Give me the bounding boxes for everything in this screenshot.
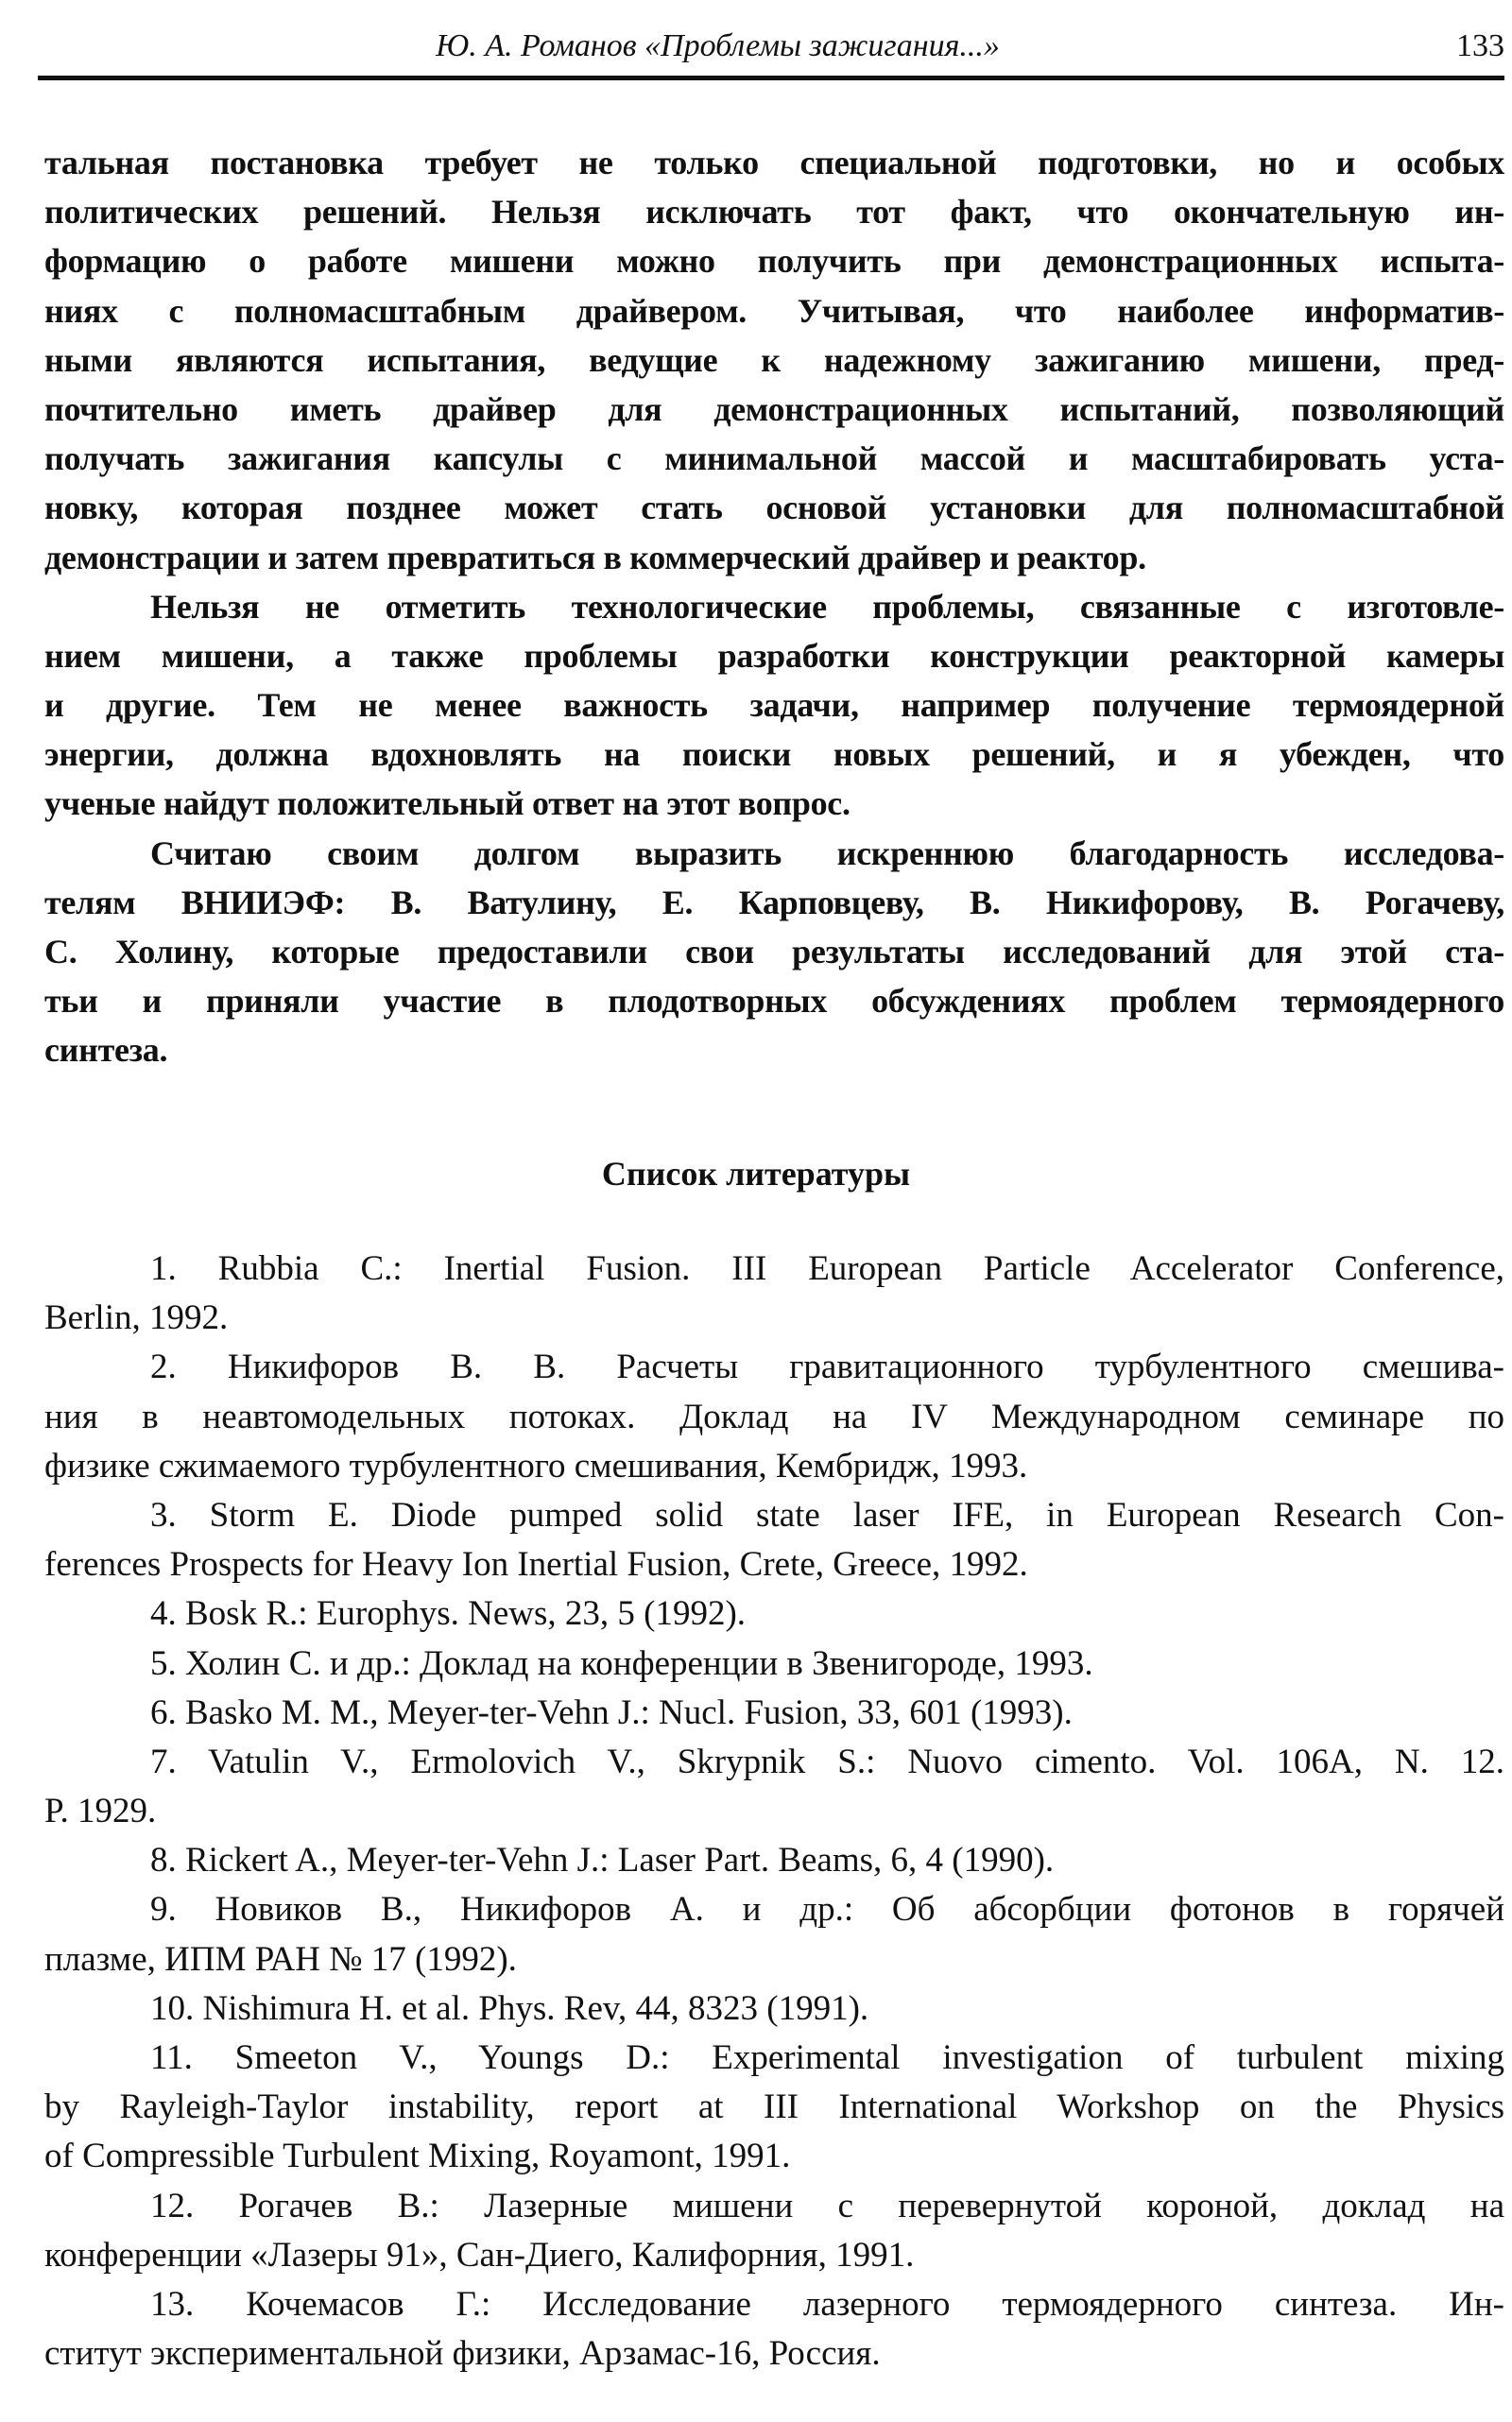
text-line: 3. Storm E. Diode pumped solid state laser IFE, in European Research Con- — [150, 1495, 1504, 1535]
paragraph — [44, 138, 1504, 582]
reference-item — [44, 1245, 1504, 1343]
text-line: P. 1929. — [44, 1792, 157, 1831]
reference-item — [44, 1491, 1504, 1589]
paragraph — [44, 829, 1504, 1075]
text-line: Считаю своим долгом выразить искреннюю благодарность исследова- — [150, 833, 1504, 872]
text-line: ными являются испытания, ведущие к надежному зажиганию мишени, пред- — [44, 340, 1504, 379]
text-line: новку, которая позднее может стать основой установки для полномасштабной — [44, 489, 1504, 527]
body-text — [44, 138, 1504, 1075]
text-line: формацию о работе мишени можно получить при демонстрационных испыта- — [44, 242, 1504, 281]
text-line: синтеза. — [44, 1031, 168, 1070]
text-line: ститут экспериментальной физики, Арзамас-16, Россия. — [44, 2334, 881, 2374]
text-line: 6. Basko M. M., Meyer-ter-Vehn J.: Nucl. Fusion, 33, 601 (1993). — [150, 1692, 1073, 1732]
text-line: 7. Vatulin V., Ermolovich V., Skrypnik S.: Nuovo cimento. Vol. 106A, N. 12. — [150, 1742, 1504, 1781]
text-line: of Compressible Turbulent Mixing, Royamont, 1991. — [44, 2137, 791, 2176]
reference-item — [44, 1885, 1504, 1984]
references-list — [44, 1245, 1504, 2379]
reference-item — [44, 2182, 1504, 2280]
text-line: by Rayleigh-Taylor instability, report at III International Workshop on the Physics — [44, 2087, 1504, 2127]
text-line: 2. Никифоров В. В. Расчеты гравитационного турбулентного смешива- — [150, 1348, 1504, 1387]
text-line: физике сжимаемого турбулентного смешивания, Кембридж, 1993. — [44, 1446, 1028, 1486]
text-line: демонстрации и затем превратиться в коммерческий драйвер и реактор. — [44, 538, 1146, 576]
text-line: Нельзя не отметить технологические проблемы, связанные с изготовле- — [150, 587, 1504, 626]
text-line: 10. Nishimura H. et al. Phys. Rev, 44, 8323 (1991). — [150, 1988, 869, 2028]
text-line: нием мишени, а также проблемы разработки конструкции реакторной камеры — [44, 636, 1504, 675]
reference-item — [44, 1984, 1504, 2034]
header-rule — [38, 76, 1504, 80]
text-line: телям ВНИИЭФ: В. Ватулину, Е. Карповцеву, В. Никифорову, В. Рогачеву, — [44, 883, 1504, 921]
text-line: 1. Rubbia C.: Inertial Fusion. III European Particle Accelerator Conference, — [150, 1249, 1504, 1288]
text-line: политических решений. Нельзя исключать тот факт, что окончательную ин- — [44, 193, 1504, 232]
text-line: 4. Bosk R.: Europhys. News, 23, 5 (1992). — [150, 1594, 747, 1634]
text-line: и другие. Тем не менее важность задачи, например получение термоядерной — [44, 686, 1504, 725]
text-line: С. Холину, которые предоставили свои результаты исследований для этой ста- — [44, 933, 1504, 971]
text-line: получать зажигания капсулы с минимальной массой и масштабировать уста- — [44, 439, 1504, 478]
text-line: ученые найдут положительный ответ на этот вопрос. — [44, 784, 850, 823]
reference-item — [44, 1836, 1504, 1885]
reference-item — [44, 2034, 1504, 2182]
text-line: почтительно иметь драйвер для демонстрационных испытаний, позволяющий — [44, 389, 1504, 428]
references-heading: Список литературы — [601, 1155, 911, 1193]
page-number: 133 — [1456, 28, 1504, 63]
text-line: плазме, ИПМ РАН № 17 (1992). — [44, 1939, 517, 1979]
text-line: энергии, должна вдохновлять на поиски новых решений, и я убежден, что — [44, 735, 1504, 774]
text-line: ниях с полномасштабным драйвером. Учитывая, что наиболее информатив- — [44, 291, 1504, 330]
text-line: тальная постановка требует не только специальной подготовки, но и особых — [44, 144, 1504, 181]
reference-item — [44, 1689, 1504, 1738]
text-line: 11. Smeeton V., Youngs D.: Experimental investigation of turbulent mixing — [150, 2038, 1504, 2077]
text-line: 9. Новиков В., Никифоров А. и др.: Об абсорбции фотонов в горячей — [150, 1890, 1504, 1930]
text-line: ferences Prospects for Heavy Ion Inertial Fusion, Crete, Greece, 1992. — [44, 1545, 1028, 1585]
text-line: 12. Рогачев В.: Лазерные мишени с перевернутой короной, доклад на — [150, 2186, 1504, 2225]
text-line: тьи и приняли участие в плодотворных обсуждениях проблем термоядерного — [44, 982, 1504, 1021]
running-header — [44, 23, 1504, 72]
text-line: 8. Rickert A., Meyer-ter-Vehn J.: Laser Part. Beams, 6, 4 (1990). — [150, 1841, 1055, 1881]
text-line: Berlin, 1992. — [44, 1298, 229, 1338]
paragraph — [44, 582, 1504, 829]
reference-item — [44, 1589, 1504, 1639]
text-line: 13. Кочемасов Г.: Исследование лазерного термоядерного синтеза. Ин- — [150, 2284, 1504, 2324]
reference-item — [44, 1738, 1504, 1836]
text-line: конференции «Лазеры 91», Сан-Диего, Калифорния, 1991. — [44, 2235, 915, 2275]
reference-item — [44, 2280, 1504, 2379]
reference-item — [44, 1640, 1504, 1689]
reference-item — [44, 1343, 1504, 1491]
text-line: ния в неавтомодельных потоках. Доклад на IV Международном семинаре по — [44, 1397, 1504, 1436]
running-title: Ю. А. Романов «Проблемы зажигания...» — [436, 28, 1000, 63]
text-line: 5. Холин С. и др.: Доклад на конференции в Звенигороде, 1993. — [150, 1643, 1093, 1683]
